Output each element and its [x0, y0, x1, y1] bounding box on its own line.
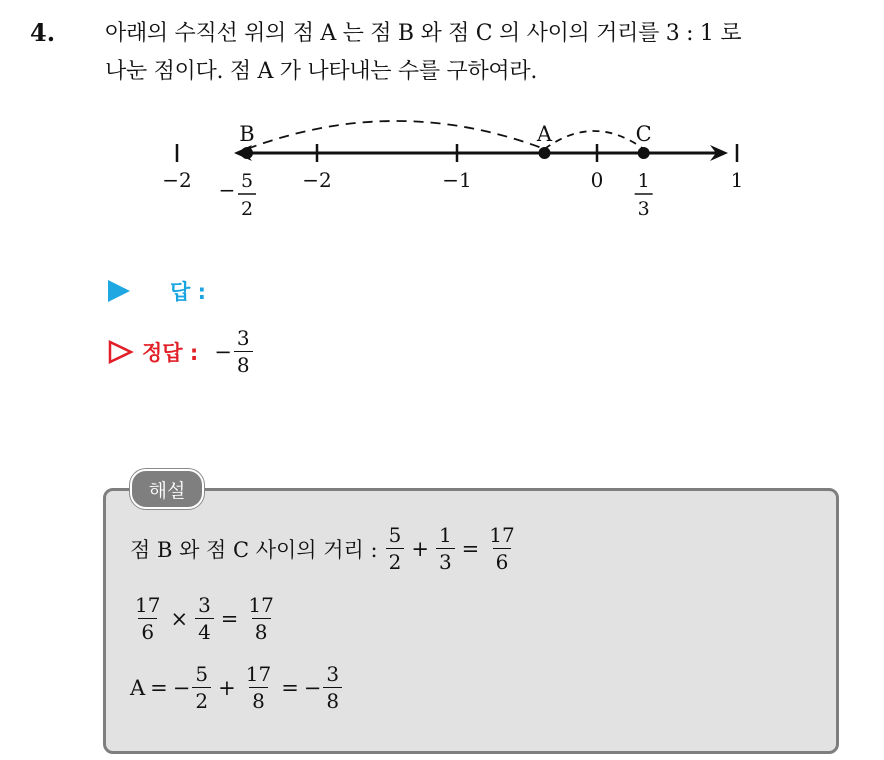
tick-label: −2 [162, 168, 192, 192]
tick-label: 0 [590, 168, 604, 192]
dashed-arc-b-a [247, 121, 545, 149]
tick-label: −1 [442, 168, 472, 192]
fraction-numerator: 17 [489, 523, 515, 547]
fraction-17-6 [486, 525, 517, 572]
play-triangle-icon [108, 280, 130, 302]
question-number: 4. [30, 18, 56, 47]
solution-line-3 [130, 664, 344, 711]
equals-sign: = [461, 536, 480, 561]
question-text-line-2: 나눈 점이다. 점 A 가 나타내는 수를 구하여라. [105, 59, 538, 84]
correct-answer-row [108, 328, 255, 375]
fraction-denominator: 4 [195, 618, 214, 642]
fraction-numerator: 5 [388, 523, 402, 547]
point-label-c: C [635, 122, 652, 146]
dashed-arc-a-c [545, 131, 644, 149]
plus-sign: + [218, 675, 236, 700]
fraction-numerator: 3 [236, 326, 250, 350]
fraction-17-8 [243, 664, 274, 711]
fraction-denominator: 6 [138, 618, 157, 642]
fraction-numerator: 5 [240, 170, 254, 192]
point-c [638, 147, 650, 159]
equals-sign: = [150, 675, 168, 700]
number-line-figure [162, 115, 744, 227]
correct-answer-value [214, 328, 254, 375]
equals-sign: = [281, 675, 299, 700]
fraction-numerator: 1 [438, 523, 452, 547]
point-b [241, 147, 253, 159]
point-a [539, 147, 551, 159]
answer-label: 답 : [170, 280, 206, 304]
fraction-3-4 [195, 595, 214, 642]
fraction-denominator: 8 [252, 618, 271, 642]
solution-tab: 해설 [130, 469, 204, 509]
plus-sign: + [411, 536, 429, 561]
fraction-denominator: 2 [240, 198, 254, 220]
equals-sign: = [220, 606, 239, 631]
fraction-denominator: 8 [234, 351, 253, 375]
fraction-numerator: 17 [135, 593, 161, 617]
fraction-denominator: 2 [192, 687, 211, 711]
fraction-numerator: 17 [248, 593, 274, 617]
fraction-5-2 [386, 525, 405, 572]
fraction-1-3 [436, 525, 455, 572]
tick-label: −2 [302, 168, 332, 192]
tick-label: 1 [730, 168, 744, 192]
fraction-denominator: 8 [323, 687, 342, 711]
minus-sign: − [172, 675, 191, 700]
fraction-numerator: 1 [637, 170, 650, 192]
fraction-denominator: 6 [493, 548, 512, 572]
correct-answer-fraction [234, 328, 253, 375]
fraction-numerator: 3 [198, 593, 211, 617]
point-label-a: A [536, 122, 553, 146]
solution-line-1-text: 점 B 와 점 C 사이의 거리 : [130, 537, 378, 562]
point-label-b: B [239, 122, 255, 146]
solution-line-2 [130, 595, 279, 642]
minus-sign: − [303, 675, 322, 700]
times-sign: × [170, 606, 189, 631]
fraction-17-8 [245, 595, 276, 642]
fraction-denominator: 2 [386, 548, 405, 572]
fraction-5-2 [192, 664, 211, 711]
answer-row [108, 276, 206, 306]
point-a-label: A [130, 675, 146, 700]
fraction-numerator: 3 [326, 662, 340, 686]
fraction-numerator: 17 [245, 662, 272, 686]
correct-answer-sign: − [214, 339, 232, 364]
fraction-denominator: 3 [436, 548, 455, 572]
fraction-numerator: 5 [195, 662, 209, 686]
fraction-17-6 [132, 595, 163, 642]
fraction-denominator: 8 [249, 687, 268, 711]
correct-answer-label: 정답 : [142, 340, 199, 365]
solution-line-1 [130, 525, 520, 572]
question-text-line-1: 아래의 수직선 위의 점 A 는 점 B 와 점 C 의 사이의 거리를 3 : 1 로 [105, 21, 742, 46]
outline-triangle-icon [108, 340, 134, 364]
fraction-sign: − [218, 178, 236, 202]
fraction-denominator: 3 [637, 198, 650, 220]
fraction-3-8 [323, 664, 342, 711]
